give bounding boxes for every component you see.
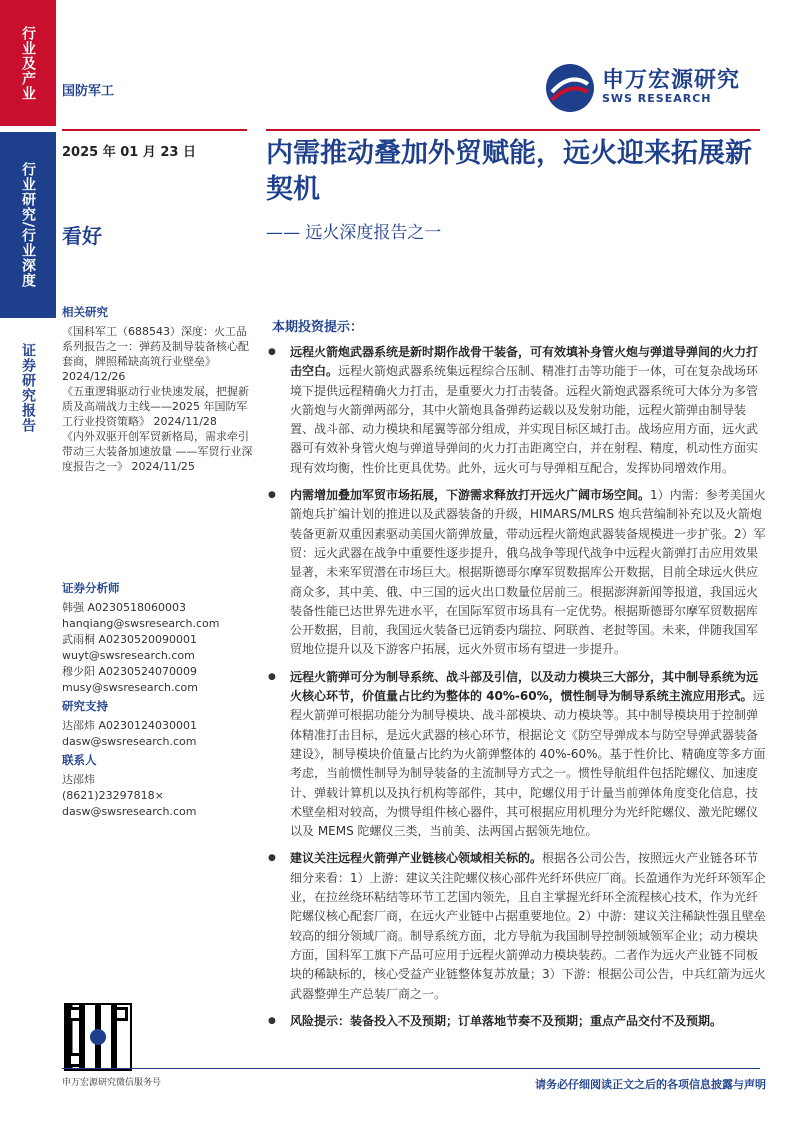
header-divider-right bbox=[266, 129, 760, 131]
bullet-item bbox=[266, 849, 766, 1003]
bullet-text: 远程火箭炮武器系统集远程综合压制、精准打击等功能于一体，可在复杂战场环境下提供远程精确火力打击，是重要火力打击装备。远程火箭炮武器系统可大体分为多管火箭炮与火箭弹两部分，其中火箭炮具备弹药运载以及发射功能，远程火箭弹由制导装置、战斗部、动力模块和尾翼等部分组成，并实现目标区域打击。战场应用方面，远火武器可有效补身管火炮与弹道导弹间的火力打击距离空白，并在射程、精度，机动性方面实现有效均衡，性价比更具优势。此外，远火可与导弹相互配合，发挥协同增效作用。 bbox=[290, 364, 759, 475]
left-column bbox=[62, 304, 254, 820]
analyst-email[interactable]: musy@swsresearch.com bbox=[62, 681, 198, 694]
header-divider-left bbox=[62, 129, 247, 131]
related-research-heading: 相关研究 bbox=[62, 305, 108, 319]
analysts-block bbox=[62, 580, 254, 820]
bullet-item bbox=[266, 1012, 766, 1031]
bullet-item bbox=[266, 343, 766, 478]
report-date: 2025 年 01 月 23 日 bbox=[62, 145, 196, 160]
qr-code bbox=[64, 1003, 132, 1071]
sidebar-tab-industry bbox=[0, 0, 56, 126]
qr-logo-icon bbox=[90, 1029, 106, 1045]
sidebar-tab-industry-label: 行业及产业 bbox=[20, 25, 36, 101]
bullet-lead: 远程火箭弹可分为制导系统、战斗部及引信，以及动力模块三大部分，其中制导系统为远火核心环节，价值量占比约为整体的 40%-60%，惯性制导为制导系统主流应用形式。 bbox=[290, 669, 759, 704]
sector-label: 国防军工 bbox=[62, 84, 115, 99]
contact-name: 达邵炜 bbox=[62, 773, 95, 786]
analyst-line: 武雨桐 A0230520090001 bbox=[62, 633, 198, 646]
investment-highlights bbox=[266, 316, 766, 1039]
analyst-email[interactable]: hanqiang@swsresearch.com bbox=[62, 617, 220, 630]
sidebar-tab-research-label: 行业研究/行业深度 bbox=[20, 161, 36, 289]
page-subtitle: —— 远火深度报告之一 bbox=[266, 223, 442, 243]
contact-heading: 联系人 bbox=[62, 753, 97, 767]
analysts-heading: 证券分析师 bbox=[62, 581, 120, 595]
bullet-text: 远程火箭弹可根据功能分为制导模块、战斗部模块、动力模块等。其中制导模块用于控制弹体精准打击目标，是远火武器的核心环节，根据论文《防空导弹成本与防空导弹武器装备建设》，制导模块价值量占比约为火箭弹整体的 40%-60%。基于性价比、精确度等多方面考虑，当前惯性制导为制导装备的主流制导方式之一。惯性导航组件包括陀螺仪、加速度计、弹载计算机以及执行机构等部件，其中，陀螺仪用于计量当前弹体角度变化信息，技术壁垒相对较高，为惯导组件核心器件，其可根据应用机理分为光纤陀螺仪、激光陀螺仪以及 MEMS 陀螺仪三类，当前美、法两国占据领先地位。 bbox=[290, 689, 766, 839]
bullet-item bbox=[266, 668, 766, 842]
footer-disclaimer[interactable]: 请务必仔细阅读正文之后的各项信息披露与声明 bbox=[535, 1078, 766, 1091]
support-line: 达邵炜 A0230124030001 bbox=[62, 719, 198, 732]
related-research-item[interactable]: 《五重逻辑驱动行业快速发展，把握新质及高端战力主线——2025 年国防军工行业投资策略》 2024/11/28 bbox=[62, 385, 249, 428]
logo-text-cn: 申万宏源研究 bbox=[602, 68, 741, 93]
qr-finder bbox=[68, 1053, 82, 1067]
bullet-text: 1）内需：参考美国火箭炮兵扩编计划的推进以及武器装备的升级，HIMARS/MLRS 炮兵营编制补充以及火箭炮装备更新双重因素驱动美国火箭弹放量，带动远程火箭炮武器装备规模进一步扩张。2）军贸：远火武器在战争中重要性逐步提升，俄乌战争等现代战争中远程火箭弹打击应用效果显著，未来军贸潜在市场巨大。根据斯德哥尔摩军贸数据库公开数据，目前全球远火供应商众多，其中美、俄、中三国的远火出口数量位居前三。根据澎湃新闻等报道，我国远火装备性能已达世界先进水平，在国际军贸市场具有一定优势。根据斯德哥尔摩军贸数据库公开数据，目前，我国远火装备已远销委内瑞拉、阿联酋、老挝等国。未来，伴随我国军贸地位提升以及下游客户拓展，远火外贸市场有望进一步提升。 bbox=[290, 488, 766, 657]
related-research-item[interactable]: 《内外双驱开创军贸新格局，需求牵引带动三大装备加速放量 ——军贸行业深度报告之一》 2024/11/25 bbox=[62, 430, 253, 473]
bullet-text: 根据各公司公告，按照远火产业链各环节细分来看：1）上游：建议关注陀螺仪核心部件光纤环供应厂商。长盈通作为光纤环领军企业，在拉丝绕环粘结等环节工艺国内领先，且自主掌握光纤环全流程核心技术，作为光纤陀螺仪核心配套厂商，在远火产业链中占据重要地位。2）中游：建议关注稀缺性强且壁垒较高的细分领域厂商。制导系统方面，北方导航为我国制导控制领域领军企业；动力模块方面，国科军工旗下产品可应用于远程火箭弹动力模块装药。二者作为远火产业链不同板块的稀缺标的，核心受益产业链整体复苏放量；3）下游：根据公司公告，中兵红箭为远火武器整弹生产总装厂商之一。 bbox=[290, 851, 766, 1001]
bullet-lead: 远程火箭炮武器系统是新时期作战骨干装备，可有效填补身管火炮与弹道导弹间的火力打击空白。 bbox=[290, 345, 759, 379]
logo-text-en: SWS RESEARCH bbox=[602, 92, 712, 105]
qr-finder bbox=[114, 1007, 128, 1021]
company-logo bbox=[544, 62, 754, 114]
analyst-email[interactable]: wuyt@swsresearch.com bbox=[62, 649, 195, 662]
related-research-list bbox=[62, 324, 254, 474]
footer-divider bbox=[62, 1068, 760, 1069]
section-heading: 本期投资提示： bbox=[272, 320, 364, 335]
rating-label: 看好 bbox=[62, 224, 102, 248]
sidebar-tab-report-label: 证券研究报告 bbox=[20, 343, 36, 433]
analyst-line: 穆少阳 A0230524070009 bbox=[62, 665, 198, 678]
sidebar-tab-research bbox=[0, 132, 56, 318]
support-heading: 研究支持 bbox=[62, 699, 108, 713]
related-research-item[interactable]: 《国科军工（688543）深度：火工品系列报告之一：弹药及制导装备核心配套商，牌照稀缺高筑行业壁垒》 2024/12/26 bbox=[62, 325, 249, 383]
sidebar-tab-report bbox=[0, 324, 56, 452]
logo-icon bbox=[544, 62, 596, 114]
qr-caption: 申万宏源研究微信服务号 bbox=[62, 1078, 162, 1088]
bullet-lead: 风险提示：装备投入不及预期；订单落地节奏不及预期；重点产品交付不及预期。 bbox=[290, 1013, 723, 1028]
bullet-lead: 内需增加叠加军贸市场拓展，下游需求释放打开远火广阔市场空间。 bbox=[290, 488, 651, 503]
contact-phone: (8621)23297818× bbox=[62, 789, 164, 802]
page-title: 内需推动叠加外贸赋能，远火迎来拓展新契机 bbox=[266, 138, 752, 205]
analyst-line: 韩强 A0230518060003 bbox=[62, 601, 187, 614]
bullet-lead: 建议关注远程火箭弹产业链核心领域相关标的。 bbox=[290, 851, 543, 866]
support-email[interactable]: dasw@swsresearch.com bbox=[62, 735, 197, 748]
qr-finder bbox=[68, 1007, 82, 1021]
contact-email[interactable]: dasw@swsresearch.com bbox=[62, 805, 197, 818]
bullet-item bbox=[266, 486, 766, 660]
